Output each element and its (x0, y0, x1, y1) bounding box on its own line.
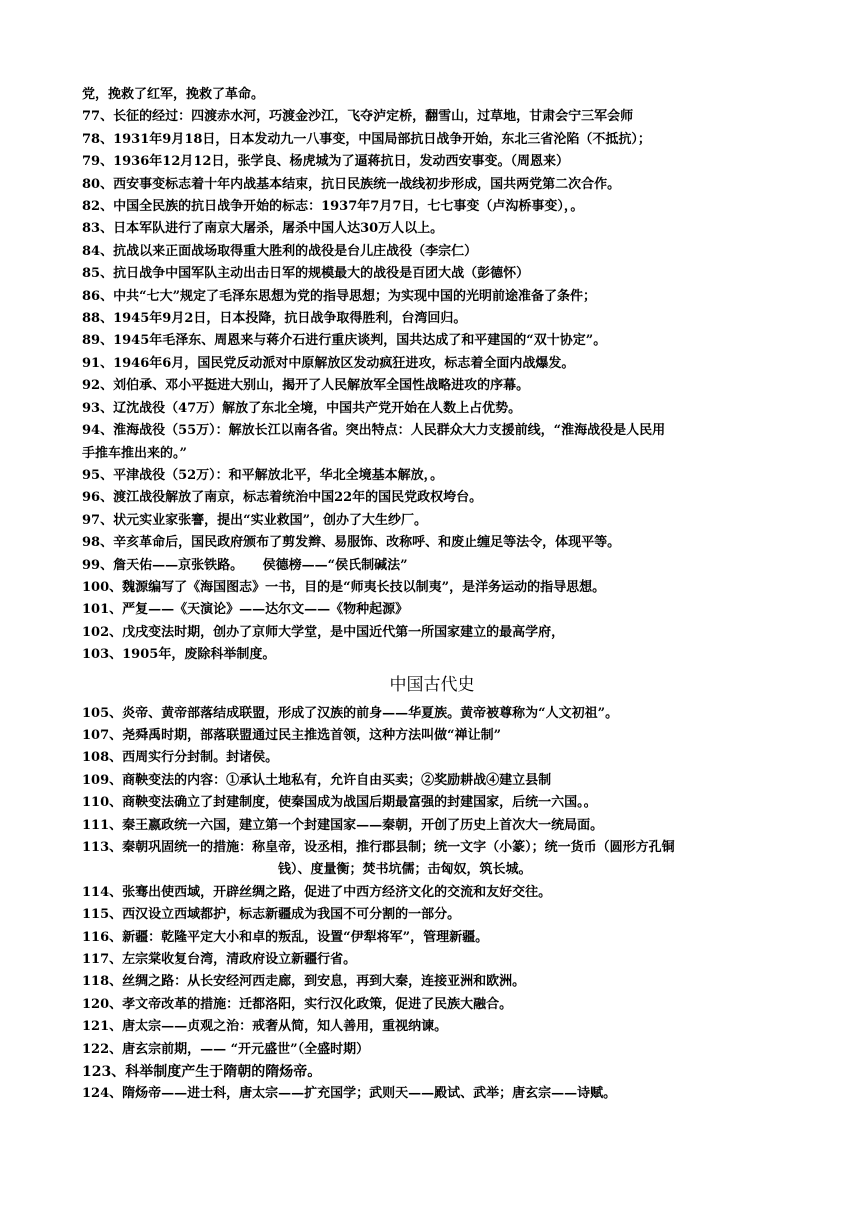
text-line: 77、长征的经过：四渡赤水河，巧渡金沙江，飞夺泸定桥，翻雪山，过草地，甘肃会宁三军会师 (82, 109, 634, 125)
text-line: 102、戊戌变法时期，创办了京师大学堂，是中国近代第一所国家建立的最高学府， (82, 624, 565, 640)
text-line: 116、新疆：乾隆平定大小和卓的叛乱，设置“伊犁将军”，管理新疆。 (82, 929, 489, 945)
text-line: 99、詹天佑——京张铁路。 侯德榜——“侯氏制碱法” (82, 557, 408, 573)
text-line: 95、平津战役（52万）：和平解放北平，华北全境基本解放，。 (82, 467, 444, 483)
text-line: 93、辽沈战役（47万）解放了东北全境，中国共产党开始在人数上占优势。 (82, 400, 522, 416)
text-line: 80、西安事变标志着十年内战基本结束，抗日民族统一战线初步形成，国共两党第二次合作。 (82, 176, 621, 192)
text-line: 86、中共“七大”规定了毛泽东思想为党的指导思想；为实现中国的光明前途准备了条件； (82, 288, 597, 304)
text-line: 98、辛亥革命后，国民政府颁布了剪发辫、易服饰、改称呼、和废止缠足等法令，体现平等。 (82, 535, 621, 551)
text-line: 121、唐太宗——贞观之治：戒奢从简，知人善用，重视纳谏。 (82, 1019, 448, 1035)
text-line: 83、日本军队进行了南京大屠杀，屠杀中国人达30万人以上。 (82, 221, 444, 237)
text-line: 101、严复——《天演论》——达尔文——《物种起源》 (82, 602, 409, 618)
text-line: 109、商鞅变法的内容：①承认土地私有，允许自由买卖；②奖励耕战④建立县制 (82, 772, 552, 788)
text-line: 118、丝绸之路：从长安经河西走廊，到安息，再到大秦，连接亚洲和欧洲。 (82, 974, 526, 990)
text-line: 92、刘伯承、邓小平挺进大别山，揭开了人民解放军全国性战略进攻的序幕。 (82, 378, 530, 394)
text-line: 89、1945年毛泽东、周恩来与蒋介石进行重庆谈判，国共达成了和平建国的“双十协定”。 (82, 333, 607, 349)
text-line: 107、尧舜禹时期，部落联盟通过民主推选首领，这种方法叫做“禅让制” (82, 727, 502, 743)
text-line: 82、中国全民族的抗日战争开始的标志：1937年7月7日，七七事变（卢沟桥事变），。 (82, 199, 584, 215)
text-line: 钱）、度量衡；焚书坑儒；击匈奴，筑长城。 (278, 862, 532, 878)
text-line: 108、西周实行分封制。封诸侯。 (82, 750, 279, 766)
text-line: 96、渡江战役解放了南京，标志着统治中国22年的国民党政权垮台。 (82, 490, 483, 506)
text-line: 120、孝文帝改革的措施：迁都洛阳，实行汉化政策，促进了民族大融合。 (82, 996, 513, 1012)
text-line: 113、秦朝巩固统一的措施：称皇帝，设丞相，推行郡县制；统一文字（小篆）；统一货币（圆形方孔铜 (82, 840, 675, 855)
text-line: 110、商鞅变法确立了封建制度，使秦国成为战国后期最富强的封建国家，后统一六国。。 (82, 795, 597, 811)
section-heading: 中国古代史 (389, 674, 475, 695)
text-line: 84、抗战以来正面战场取得重大胜利的战役是台儿庄战役（李宗仁） (82, 243, 478, 259)
text-line: 115、西汉设立西域都护，标志新疆成为我国不可分割的一部分。 (82, 907, 461, 923)
text-line: 97、状元实业家张謇，提出“实业救国”，创办了大生纱厂。 (82, 512, 428, 528)
text-line: 105、炎帝、黄帝部落结成联盟，形成了汉族的前身——华夏族。黄帝被尊称为“人文初祖”。 (82, 705, 619, 721)
text-line: 88、1945年9月2日，日本投降，抗日战争取得胜利，台湾回归。 (82, 311, 467, 327)
text-line: 党，挽救了红军，挽救了革命。 (82, 87, 265, 102)
text-line: 85、抗日战争中国军队主动出击日军的规模最大的战役是百团大战（彭德怀） (82, 266, 530, 282)
text-line: 78、1931年9月18日，日本发动九一八事变，中国局部抗日战争开始，东北三省沦陷（不抵抗）； (82, 131, 651, 147)
text-line: 91、1946年6月，国民党反动派对中原解放区发动疯狂进攻，标志着全面内战爆发。 (82, 355, 575, 371)
text-line: 94、淮海战役（55万）：解放长江以南各省。突出特点：人民群众大力支援前线，“淮海战役是人民用 (82, 423, 666, 439)
text-line: 114、张骞出使西域，开辟丝绸之路，促进了中西方经济文化的交流和友好交往。 (82, 884, 552, 900)
text-line: 122、唐玄宗前期，—— “开元盛世”（全盛时期） (82, 1041, 370, 1057)
text-line: 100、魏源编写了《海国图志》一书，目的是“师夷长技以制夷”，是洋务运动的指导思想。 (82, 579, 606, 595)
text-line: 79、1936年12月12日，张学良、杨虎城为了逼蒋抗日，发动西安事变。（周恩来） (82, 154, 569, 170)
text-line: 111、秦王嬴政统一六国，建立第一个封建国家——秦朝，开创了历史上首次大一统局面。 (82, 817, 604, 833)
text-line: 124、隋炀帝——进士科，唐太宗——扩充国学；武则天——殿试、武举；唐玄宗——诗赋。 (82, 1086, 617, 1102)
text-line: 103、1905年，废除科举制度。 (82, 647, 276, 663)
text-line: 117、左宗棠收复台湾，清政府设立新疆行省。 (82, 952, 357, 968)
text-line: 手推车推出来的。” (82, 445, 187, 461)
text-line: 123、科举制度产生于隋朝的隋炀帝。 (82, 1064, 322, 1081)
document-page (82, 84, 782, 1106)
